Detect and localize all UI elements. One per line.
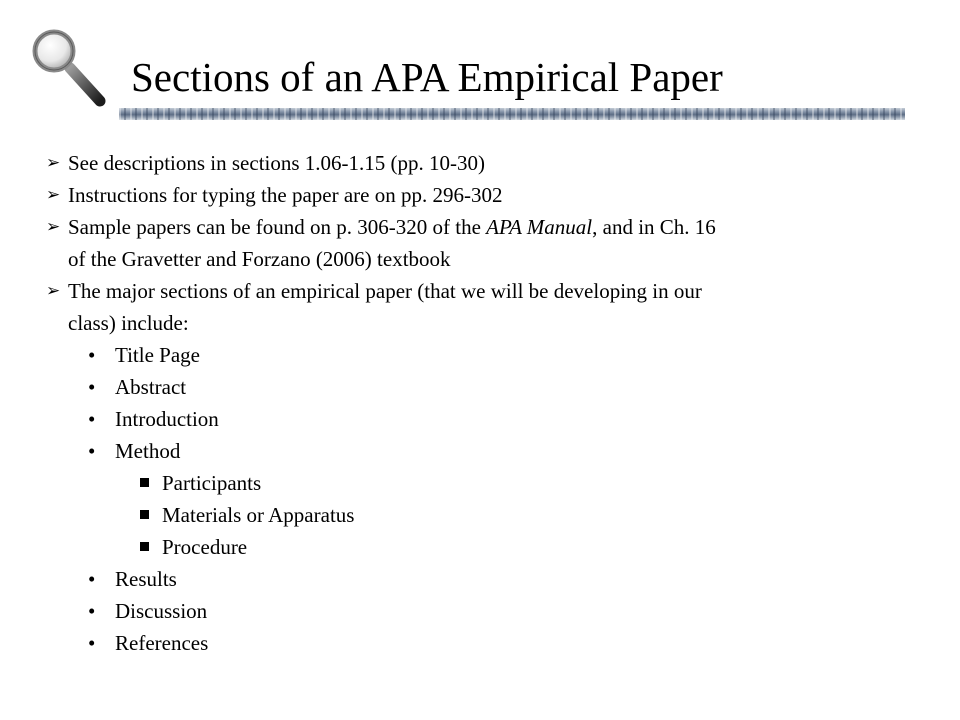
arrow-bullet-icon: ➢ [46,281,61,301]
section-label: Introduction [115,407,219,431]
subsection-item [46,531,926,563]
bullet-text: Instructions for typing the paper are on pp. 296-302 [68,183,503,207]
subsection-label: Participants [162,471,262,495]
dot-bullet-icon: • [88,567,96,591]
section-item [46,339,926,371]
arrow-bullet-icon: ➢ [46,153,61,173]
bullet-descriptions [46,147,926,179]
section-item [46,595,926,627]
bullet-text: Sample papers can be found on p. 306-320 of the [68,215,487,239]
dot-bullet-icon: • [88,599,96,623]
section-item [46,371,926,403]
section-label: Title Page [115,343,200,367]
section-label: Method [115,439,181,463]
dot-bullet-icon: • [88,343,96,367]
bullet-major-sections [46,275,926,339]
bullet-text: The major sections of an empirical paper (that we will be developing in our [68,279,702,303]
section-item [46,435,926,467]
bullet-sample-papers [46,211,926,275]
section-label: Discussion [115,599,208,623]
section-item [46,627,926,659]
bullet-text: , and in Ch. 16 [592,215,716,239]
subsection-label: Materials or Apparatus [162,503,355,527]
square-bullet-icon [140,478,149,487]
square-bullet-icon [140,542,149,551]
section-label: Abstract [115,375,187,399]
title-divider [119,108,905,120]
section-label: Results [115,567,177,591]
bullet-text: See descriptions in sections 1.06-1.15 (pp. 10-30) [68,151,486,175]
arrow-bullet-icon: ➢ [46,217,61,237]
section-label: References [115,631,209,655]
slide-body [46,147,926,659]
subsection-item [46,467,926,499]
slide-title: Sections of an APA Empirical Paper [131,54,723,100]
bullet-typing-instructions [46,179,926,211]
bullet-text: of the Gravetter and Forzano (2006) textbook [68,247,451,271]
magnifying-glass-icon [30,28,110,110]
subsection-label: Procedure [162,535,248,559]
dot-bullet-icon: • [88,631,96,655]
dot-bullet-icon: • [88,375,96,399]
dot-bullet-icon: • [88,439,96,463]
subsection-item [46,499,926,531]
square-bullet-icon [140,510,149,519]
section-item [46,563,926,595]
dot-bullet-icon: • [88,407,96,431]
section-item [46,403,926,435]
manual-title: APA Manual [486,215,593,239]
arrow-bullet-icon: ➢ [46,185,61,205]
bullet-text: class) include: [68,311,189,335]
